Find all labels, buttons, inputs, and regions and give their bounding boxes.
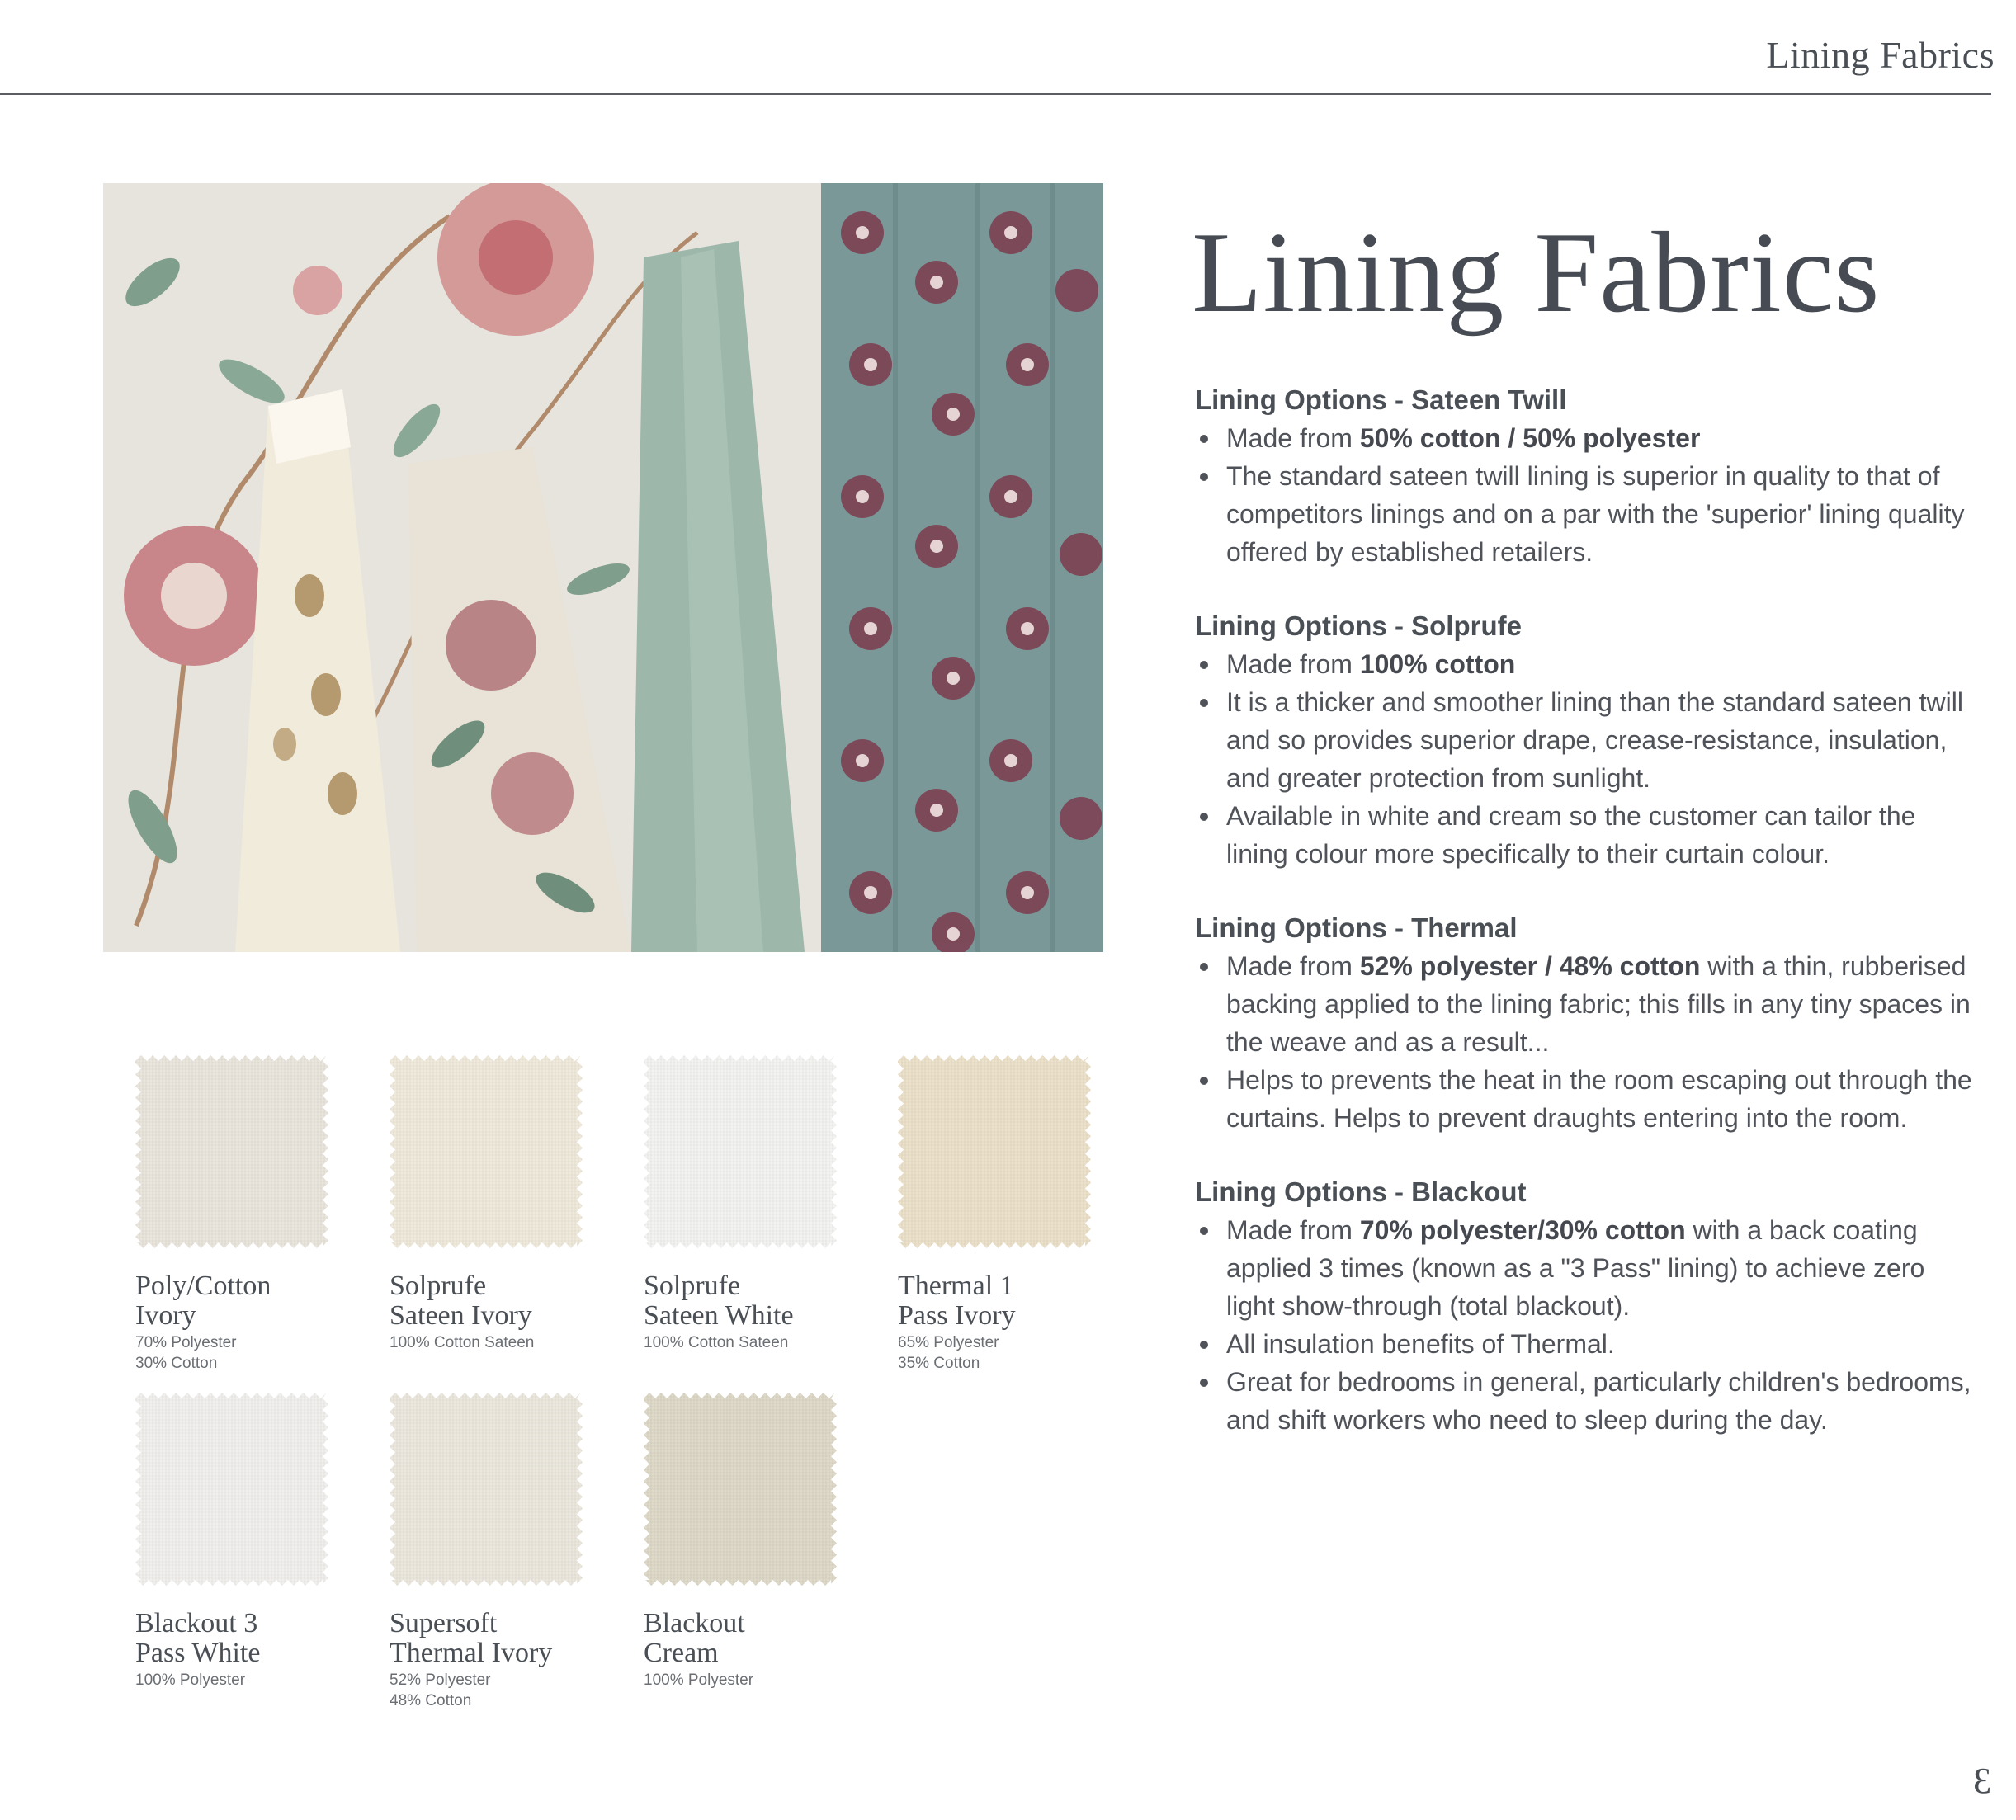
- bullet-item: [1195, 419, 1979, 457]
- bullet-list: [1195, 947, 1979, 1137]
- swatch-composition: 100% Cotton Sateen: [644, 1334, 789, 1351]
- bullet-item: [1195, 947, 1979, 1061]
- fabric-swatch-sample: [644, 1055, 837, 1248]
- fabric-swatch-card: [644, 1055, 842, 1353]
- fabric-swatch-sample: [135, 1393, 328, 1586]
- fabric-swatch-sample: [390, 1393, 583, 1586]
- running-header-title: Lining Fabrics: [1766, 34, 1995, 76]
- swatch-name: Blackout 3 Pass White: [135, 1608, 261, 1668]
- bullet-item: [1195, 645, 1979, 683]
- header-divider: [0, 93, 1991, 95]
- swatch-name: Blackout Cream: [644, 1608, 745, 1668]
- bullet-list: [1195, 419, 1979, 571]
- bullet-text: Available in white and cream so the customer can tailor the lining colour more specifically to their curtain colour.: [1226, 801, 1916, 869]
- swatch-name: Solprufe Sateen White: [644, 1271, 794, 1331]
- fabric-swatch-card: [390, 1055, 588, 1353]
- bullet-emphasis: 52% polyester / 48% cotton: [1359, 951, 1701, 981]
- swatch-composition: 100% Polyester: [644, 1671, 754, 1689]
- swatch-composition: 100% Cotton Sateen: [390, 1334, 535, 1351]
- swatch-composition: 70% Polyester 30% Cotton: [135, 1334, 237, 1372]
- bullet-text: The standard sateen twill lining is superior in quality to that of competitors linings and on a par with the 'superior' lining quality offered by established retailers.: [1226, 461, 1965, 567]
- lining-option-section: [1195, 909, 1979, 1137]
- fabric-swatch-sample: [390, 1055, 583, 1248]
- bullet-text: with a back coating applied 3 times (known as a "3 Pass" lining) to achieve zero light show-through (total blackout).: [1226, 1215, 1925, 1321]
- lining-option-section: [1195, 1173, 1979, 1439]
- bullet-item: [1195, 1363, 1979, 1439]
- bullet-text: Made from: [1226, 423, 1360, 453]
- hero-fabric-photo: [103, 183, 1103, 952]
- bullet-text: Made from: [1226, 1215, 1360, 1245]
- bullet-text: Made from: [1226, 649, 1360, 679]
- swatch-composition: 100% Polyester: [135, 1671, 246, 1689]
- section-heading: Lining Options - Blackout: [1195, 1176, 1527, 1207]
- bullet-emphasis: 50% cotton / 50% polyester: [1359, 423, 1701, 453]
- page-title: Lining Fabrics: [1192, 209, 1881, 337]
- bullet-item: [1195, 1325, 1979, 1363]
- swatch-name: Solprufe Sateen Ivory: [390, 1271, 532, 1331]
- bullet-item: [1195, 1061, 1979, 1137]
- bullet-emphasis: 70% polyester/30% cotton: [1359, 1215, 1686, 1245]
- swatch-name: Thermal 1 Pass Ivory: [898, 1271, 1016, 1331]
- swatch-name: Supersoft Thermal Ivory: [390, 1608, 553, 1668]
- bullet-item: [1195, 1211, 1979, 1325]
- brand-logo: Ɛ: [1972, 1761, 1991, 1801]
- bullet-item: [1195, 683, 1979, 797]
- bullet-item: [1195, 457, 1979, 571]
- bullet-text: Great for bedrooms in general, particularly children's bedrooms, and shift workers who need to sleep during the day.: [1226, 1367, 1971, 1435]
- section-heading: Lining Options - Thermal: [1195, 912, 1518, 943]
- bullet-emphasis: 100% cotton: [1359, 649, 1516, 679]
- lining-option-section: [1195, 607, 1979, 873]
- fabric-swatch-card: [390, 1393, 588, 1711]
- fabric-swatch-card: [135, 1393, 333, 1690]
- fabric-swatch-sample: [135, 1055, 328, 1248]
- section-heading: Lining Options - Solprufe: [1195, 611, 1522, 641]
- bullet-text: Helps to prevents the heat in the room escaping out through the curtains. Helps to prevent draughts entering into the room.: [1226, 1065, 1972, 1133]
- fabric-swatch-card: [898, 1055, 1096, 1374]
- bullet-list: [1195, 645, 1979, 873]
- bullet-item: [1195, 797, 1979, 873]
- lining-options-list: [1195, 381, 1979, 1475]
- swatch-composition: 65% Polyester 35% Cotton: [898, 1334, 999, 1372]
- swatch-name: Poly/Cotton Ivory: [135, 1271, 271, 1331]
- bullet-text: Made from: [1226, 951, 1360, 981]
- fabric-swatch-sample: [898, 1055, 1091, 1248]
- fabric-swatch-card: [135, 1055, 333, 1374]
- bullet-text: It is a thicker and smoother lining than the standard sateen twill and so provides superior drape, crease-resistance, insulation, and greater protection from sunlight.: [1226, 687, 1963, 793]
- bullet-list: [1195, 1211, 1979, 1439]
- section-heading: Lining Options - Sateen Twill: [1195, 384, 1567, 415]
- swatch-composition: 52% Polyester 48% Cotton: [390, 1671, 491, 1709]
- bullet-text: All insulation benefits of Thermal.: [1226, 1329, 1615, 1359]
- lining-option-section: [1195, 381, 1979, 571]
- bullet-text: with a thin, rubberised backing applied to the lining fabric; this fills in any tiny spaces in the weave and as a result...: [1226, 951, 1971, 1057]
- fabric-swatch-card: [644, 1393, 842, 1690]
- fabric-swatch-sample: [644, 1393, 837, 1586]
